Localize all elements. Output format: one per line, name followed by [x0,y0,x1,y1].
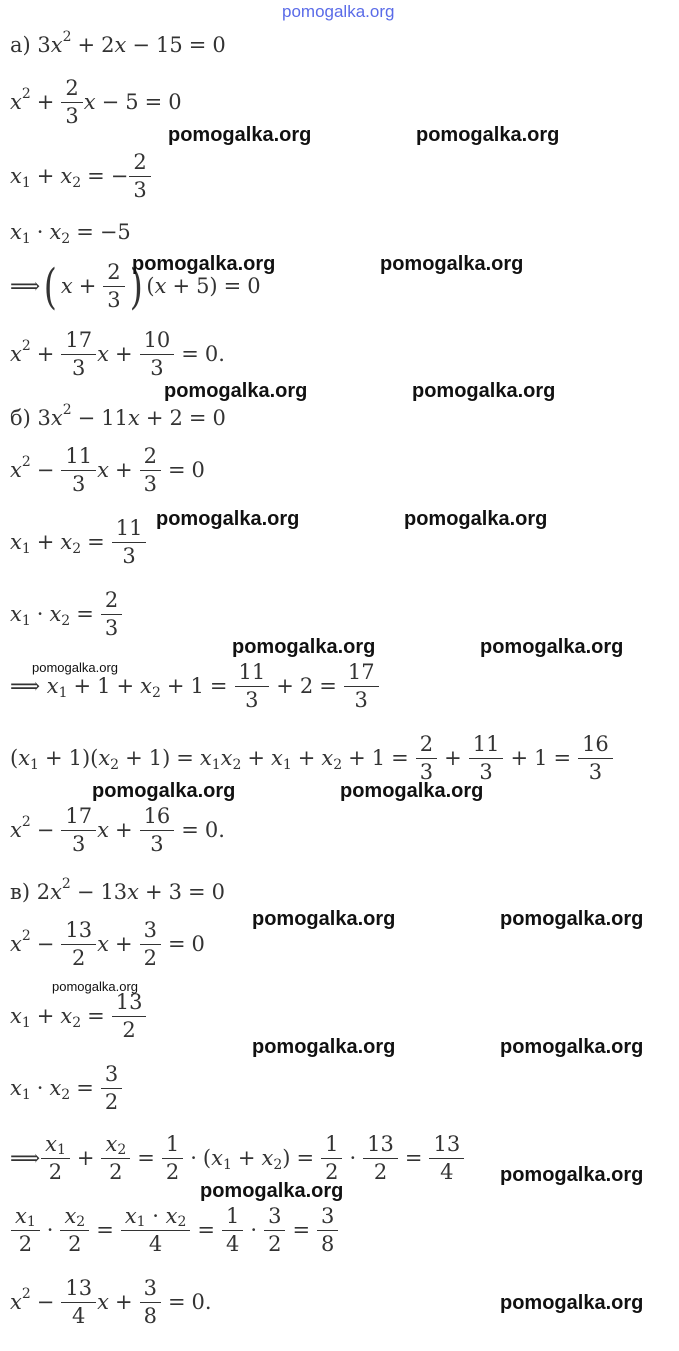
part-c-new-sum: ⟹ $\frac{x1}{2}$ + $\frac{x2}{2}$ = $\frac{1}{2}$ · ( x 1 + x 2 ) = $\frac{1}{2}$ · $\frac{13}{2}$ = $\frac{13}{4}$ [10,1134,465,1183]
watermark: pomogalka.org [168,124,312,146]
part-a-factored: ⟹ ( x + $\frac{2}{3}$ ) ( x + 5) = 0 [10,258,261,315]
part-c-sum: x 1 + x 2 = $\frac{13}{2}$ [10,992,147,1041]
watermark: pomogalka.org [416,124,560,146]
part-a-product: x 1 · x 2 = −5 [10,220,131,247]
watermark: pomogalka.org [500,908,644,930]
part-c-equation: в) 2 x 2 − 13 x + 3 = 0 [10,875,225,904]
part-b-normalized: x 2 − $\frac{11}{3}$ x + $\frac{2}{3}$ = 0 [10,444,205,496]
watermark: pomogalka.org [132,253,276,275]
watermark-small: pomogalka.org [52,979,138,994]
watermark: pomogalka.org [200,1180,344,1202]
part-b-product: x 1 · x 2 = $\frac{2}{3}$ [10,590,123,639]
part-b-sum: x 1 + x 2 = $\frac{11}{3}$ [10,518,147,567]
part-a-label: а) [10,33,31,57]
watermark: pomogalka.org [500,1292,644,1314]
watermark: pomogalka.org [380,253,524,275]
watermark: pomogalka.org [252,1036,396,1058]
watermark: pomogalka.org [404,508,548,530]
part-a-equation: а) 3 x 2 + 2 x − 15 = 0 [10,28,226,57]
part-a-normalized: x 2 + $\frac{2}{3}$ x − 5 = 0 [10,76,182,128]
part-b-equation: б) 3 x 2 − 11 x + 2 = 0 [10,401,226,430]
watermark: pomogalka.org [164,380,308,402]
part-c-product: x 1 · x 2 = $\frac{3}{2}$ [10,1064,123,1113]
watermark: pomogalka.org [500,1036,644,1058]
watermark: pomogalka.org [232,636,376,658]
watermark: pomogalka.org [340,780,484,802]
watermark: pomogalka.org [412,380,556,402]
watermark: pomogalka.org [252,908,396,930]
watermark: pomogalka.org [156,508,300,530]
part-c-normalized: x 2 − $\frac{13}{2}$ x + $\frac{3}{2}$ = 0 [10,918,205,970]
watermark: pomogalka.org [480,636,624,658]
part-a-sum: x 1 + x 2 = − $\frac{2}{3}$ [10,152,152,201]
part-c-result: x 2 − $\frac{13}{4}$ x + $\frac{3}{8}$ = 0. [10,1276,212,1328]
part-b-new-product: ( x 1 + 1)( x 2 + 1) = x 1 x 2 + x 1 + x 2 + 1 = $\frac{2}{3}$ + $\frac{11}{3}$ + 1 = $\frac{16}{3}$ [10,734,614,783]
part-b-result: x 2 − $\frac{17}{3}$ x + $\frac{16}{3}$ = 0. [10,804,225,856]
part-c-new-product: $\frac{x1}{2}$ · $\frac{x2}{2}$ = $\frac{x1 \cdot x2}{4}$ = $\frac{1}{4}$ · $\frac{3}{2}$ = $\frac{3}{8}$ [10,1206,339,1255]
watermark: pomogalka.org [92,780,236,802]
watermark: pomogalka.org [500,1164,644,1186]
part-a-result: x 2 + $\frac{17}{3}$ x + $\frac{10}{3}$ = 0. [10,328,225,380]
part-b-new-sum: ⟹ x 1 + 1 + x 2 + 1 = $\frac{11}{3}$ + 2 = $\frac{17}{3}$ [10,662,380,711]
watermark-small: pomogalka.org [32,660,118,675]
part-c-label: в) [10,880,31,904]
part-b-label: б) [10,406,31,430]
site-header-link[interactable]: pomogalka.org [282,2,395,21]
